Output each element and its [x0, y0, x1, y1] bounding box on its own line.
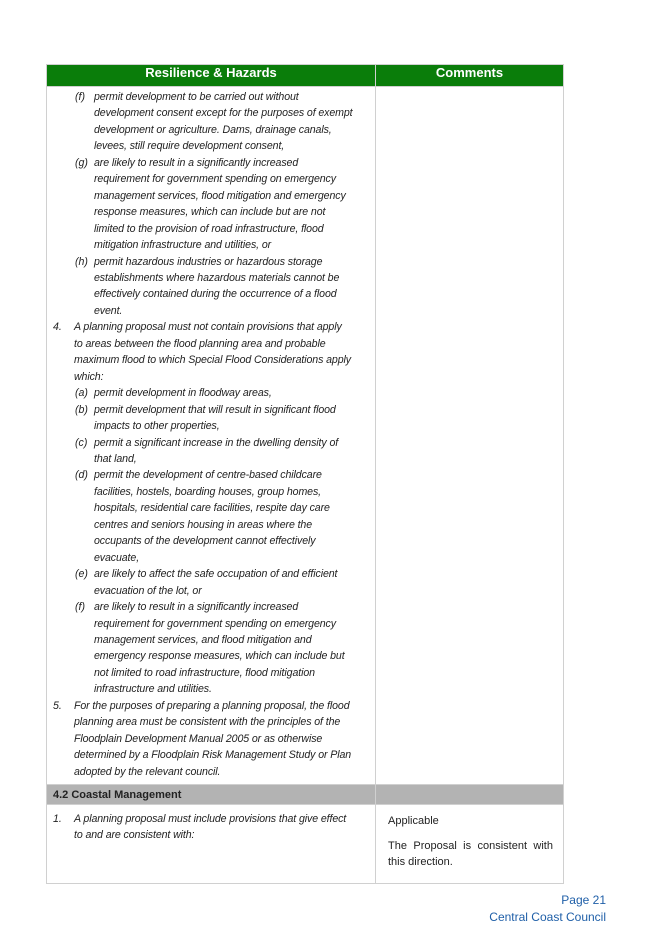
- text-line: centres and seniors housing in areas where the: [94, 518, 313, 531]
- text-line: limited to the provision of road infrastructure, flood: [94, 222, 324, 235]
- text-line: to areas between the flood planning area and probable: [74, 337, 326, 350]
- list-item: [47, 155, 375, 254]
- text-line: planning area must be consistent with the principles of the: [74, 716, 341, 729]
- text-line: management services, and flood mitigation and: [94, 633, 312, 646]
- text-line: permit the development of centre-based childcare: [94, 469, 322, 482]
- text-line: hospitals, residential care facilities, respite day care: [94, 502, 330, 515]
- list-item: [47, 402, 375, 435]
- list-item: [47, 467, 375, 566]
- text-line: event.: [94, 304, 123, 317]
- text-line: evacuate,: [94, 551, 140, 564]
- list-item: [47, 254, 375, 320]
- text-line: permit development that will result in significant flood: [94, 403, 336, 416]
- text-line: A planning proposal must not contain provisions that apply: [74, 321, 342, 334]
- item-text: [47, 155, 375, 254]
- item-label: (b): [75, 403, 88, 416]
- text-line: development or agriculture. Dams, drainage canals,: [94, 123, 332, 136]
- item-text: [47, 566, 375, 599]
- text-line: to and are consistent with:: [74, 829, 195, 842]
- item-label: (d): [75, 469, 88, 482]
- text-line: requirement for government spending on emergency: [94, 173, 336, 186]
- text-line: management services, flood mitigation and emergency: [94, 189, 346, 202]
- item-text: [47, 402, 375, 435]
- text-line: impacts to other properties,: [94, 420, 220, 433]
- text-line: are likely to result in a significantly increased: [94, 601, 299, 614]
- list-item: [47, 566, 375, 599]
- text-line: For the purposes of preparing a planning proposal, the flood: [74, 699, 350, 712]
- text-line: are likely to result in a significantly increased: [94, 156, 299, 169]
- item-label: (e): [75, 568, 88, 581]
- text-line: determined by a Floodplain Risk Management Study or Plan: [74, 749, 352, 762]
- item-label: (f): [75, 91, 85, 103]
- text-line: adopted by the relevant council.: [74, 765, 221, 778]
- requirements-list: [47, 87, 375, 784]
- item-text: [47, 89, 375, 155]
- text-line: maximum flood to which Special Flood Considerations apply: [74, 354, 351, 367]
- item-text: [47, 435, 375, 468]
- text-line: occupants of the development cannot effectively: [94, 535, 316, 548]
- requirements-list: [47, 805, 375, 848]
- text-line: not limited to road infrastructure, flood mitigation: [94, 666, 315, 679]
- column-header-comments: Comments: [376, 65, 564, 87]
- text-line: that land,: [94, 452, 137, 465]
- item-label: (g): [75, 156, 88, 169]
- page-number: Page 21: [561, 893, 606, 907]
- list-item: [47, 599, 375, 698]
- text-line: facilities, hostels, boarding houses, group homes,: [94, 485, 322, 498]
- text-line: permit development to be carried out without: [94, 91, 299, 103]
- item-text: [47, 698, 375, 780]
- text-line: evacuation of the lot, or: [94, 584, 202, 597]
- section-heading: 4.2 Coastal Management: [47, 785, 376, 805]
- text-line: which:: [74, 370, 104, 383]
- item-text: [47, 385, 375, 401]
- text-line: are likely to affect the safe occupation of and efficient: [94, 568, 338, 581]
- text-line: permit a significant increase in the dwelling density of: [94, 436, 339, 449]
- column-header-resilience: Resilience & Hazards: [47, 65, 376, 87]
- item-label: (c): [75, 436, 88, 449]
- section-heading-blank: [376, 785, 564, 805]
- item-text: [47, 811, 375, 844]
- comment-applicable: Applicable: [388, 815, 439, 828]
- text-line: infrastructure and utilities.: [94, 683, 212, 696]
- item-label: 1.: [53, 813, 62, 826]
- list-item: [47, 811, 375, 844]
- text-line: effectively contained during the occurrence of a flood: [94, 288, 337, 301]
- comment-consistency: The Proposal is consistent with this direction.: [388, 840, 553, 869]
- page-footer: [489, 892, 606, 926]
- item-text: [47, 467, 375, 566]
- comments-cell: [376, 87, 564, 785]
- text-line: mitigation infrastructure and utilities, or: [94, 239, 272, 252]
- organisation-name: Central Coast Council: [489, 910, 606, 924]
- item-label: (h): [75, 255, 88, 268]
- text-line: response measures, which can include but are not: [94, 206, 326, 219]
- text-line: establishments where hazardous materials cannot be: [94, 271, 340, 284]
- list-item: [47, 385, 375, 401]
- text-line: permit hazardous industries or hazardous storage: [94, 255, 323, 268]
- text-line: requirement for government spending on emergency: [94, 617, 336, 630]
- list-item: [47, 435, 375, 468]
- text-line: emergency response measures, which can include but: [94, 650, 345, 663]
- item-text: [47, 599, 375, 698]
- item-label: 5.: [53, 699, 62, 712]
- item-label: 4.: [53, 321, 62, 334]
- item-label: (f): [75, 601, 85, 614]
- text-line: levees, still require development consent,: [94, 140, 285, 153]
- list-item: [47, 89, 375, 155]
- text-line: development consent except for the purposes of exempt: [94, 107, 353, 120]
- list-item: [47, 698, 375, 780]
- text-line: permit development in floodway areas,: [94, 387, 272, 400]
- item-text: [47, 319, 375, 385]
- text-line: A planning proposal must include provisions that give effect: [74, 813, 347, 826]
- resilience-hazards-table: [46, 64, 564, 884]
- item-label: (a): [75, 387, 88, 400]
- comments-cell: [376, 805, 564, 884]
- text-line: Floodplain Development Manual 2005 or as otherwise: [74, 732, 323, 745]
- list-item: [47, 319, 375, 385]
- item-text: [47, 254, 375, 320]
